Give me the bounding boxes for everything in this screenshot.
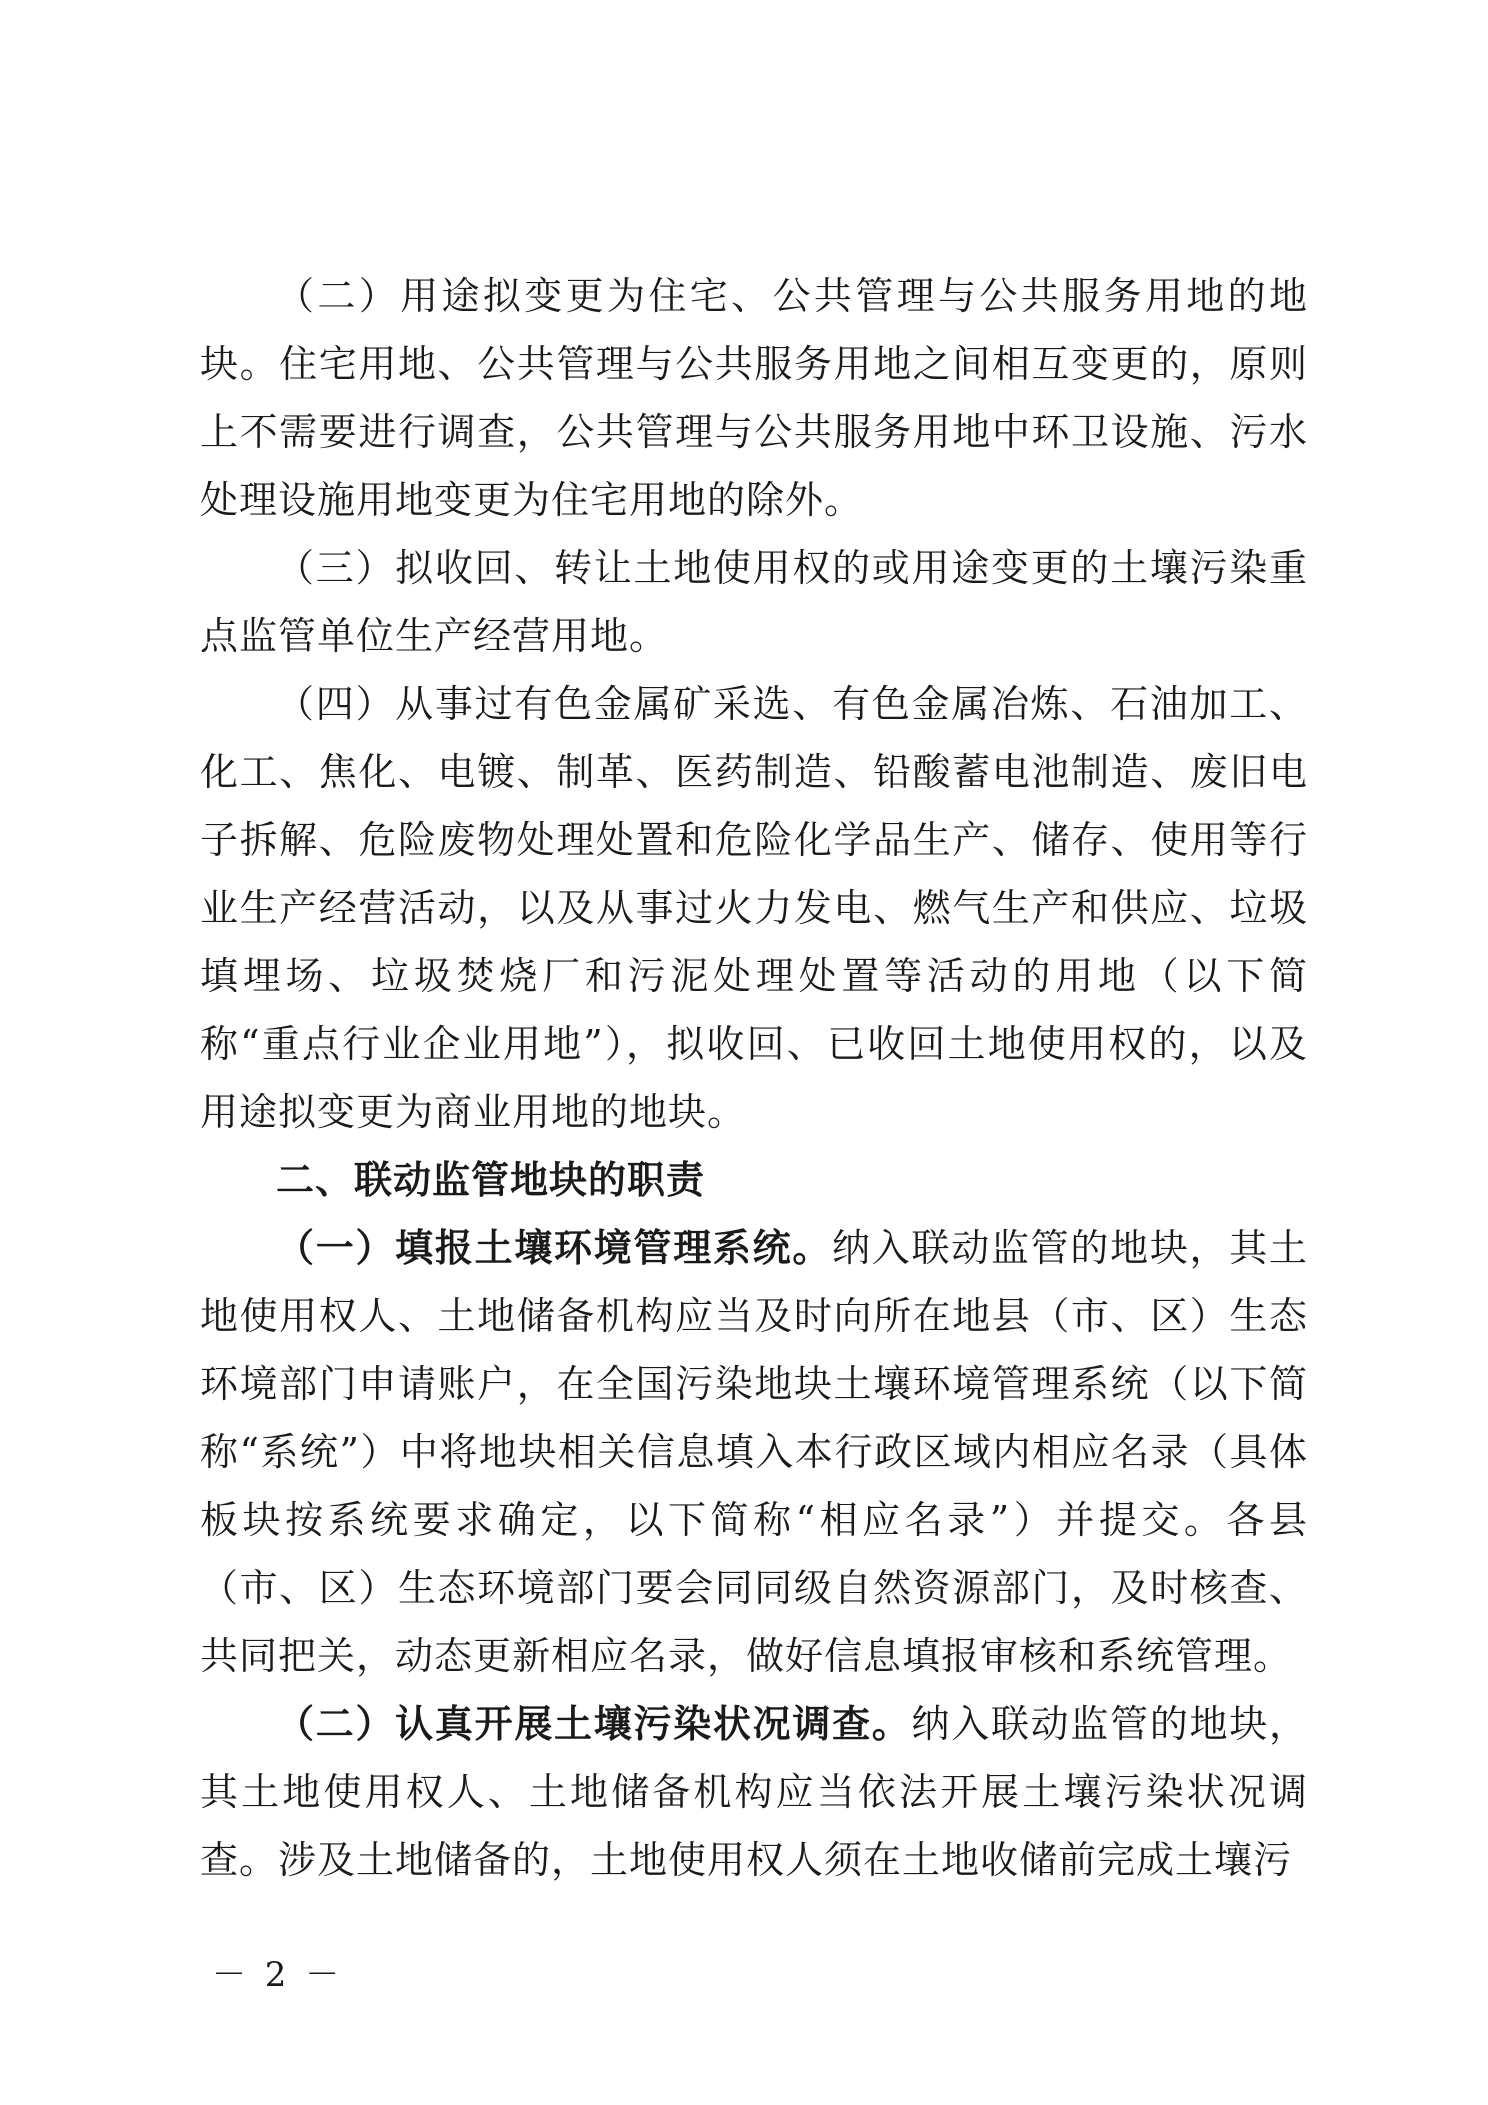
page-number: － 2 － (212, 1955, 344, 1995)
paragraph-item-2: （二）用途拟变更为住宅、公共管理与公共服务用地的地块。住宅用地、公共管理与公共服务用地之间相互变更的，原则上不需要进行调查，公共管理与公共服务用地中环卫设施、污水处理设施用地变更为住宅用地的除外。 (200, 274, 1308, 522)
paragraph-duty-2 (200, 1690, 1308, 1894)
duty-1-text: 纳入联动监管的地块，其土地使用权人、土地储备机构应当及时向所在地县（市、区）生态环境部门申请账户，在全国污染地块土壤环境管理系统（以下简称“系统”）中将地块相关信息填入本行政区域内相应名录（具体板块按系统要求确定，以下简称“相应名录”）并提交。各县（市、区）生态环境部门要会同同级自然资源部门，及时核查、共同把关，动态更新相应名录，做好信息填报审核和系统管理。 (200, 1226, 1308, 1678)
section-heading: 二、联动监管地块的职责 (276, 1158, 706, 1202)
paragraph-item-4: （四）从事过有色金属矿采选、有色金属冶炼、石油加工、化工、焦化、电镀、制革、医药制造、铅酸蓄电池制造、废旧电子拆解、危险废物处理处置和危险化学品生产、储存、使用等行业生产经营活动，以及从事过火力发电、燃气生产和供应、垃圾填埋场、垃圾焚烧厂和污泥处理处置等活动的用地（以下简称“重点行业企业用地”），拟收回、已收回土地使用权的，以及用途拟变更为商业用地的地块。 (200, 682, 1308, 1134)
paragraph-duty-1 (200, 1214, 1308, 1690)
document-body (200, 262, 1308, 1894)
duty-2-text: 纳入联动监管的地块，其土地使用权人、土地储备机构应当依法开展土壤污染状况调查。涉及土地储备的，土地使用权人须在土地收储前完成土壤污 (200, 1702, 1308, 1882)
duty-1-lead: （一）填报土壤环境管理系统。 (276, 1225, 833, 1270)
paragraph-item-3: （三）拟收回、转让土地使用权的或用途变更的土壤污染重点监管单位生产经营用地。 (200, 546, 1308, 658)
duty-2-lead: （二）认真开展土壤污染状况调查。 (276, 1701, 912, 1746)
